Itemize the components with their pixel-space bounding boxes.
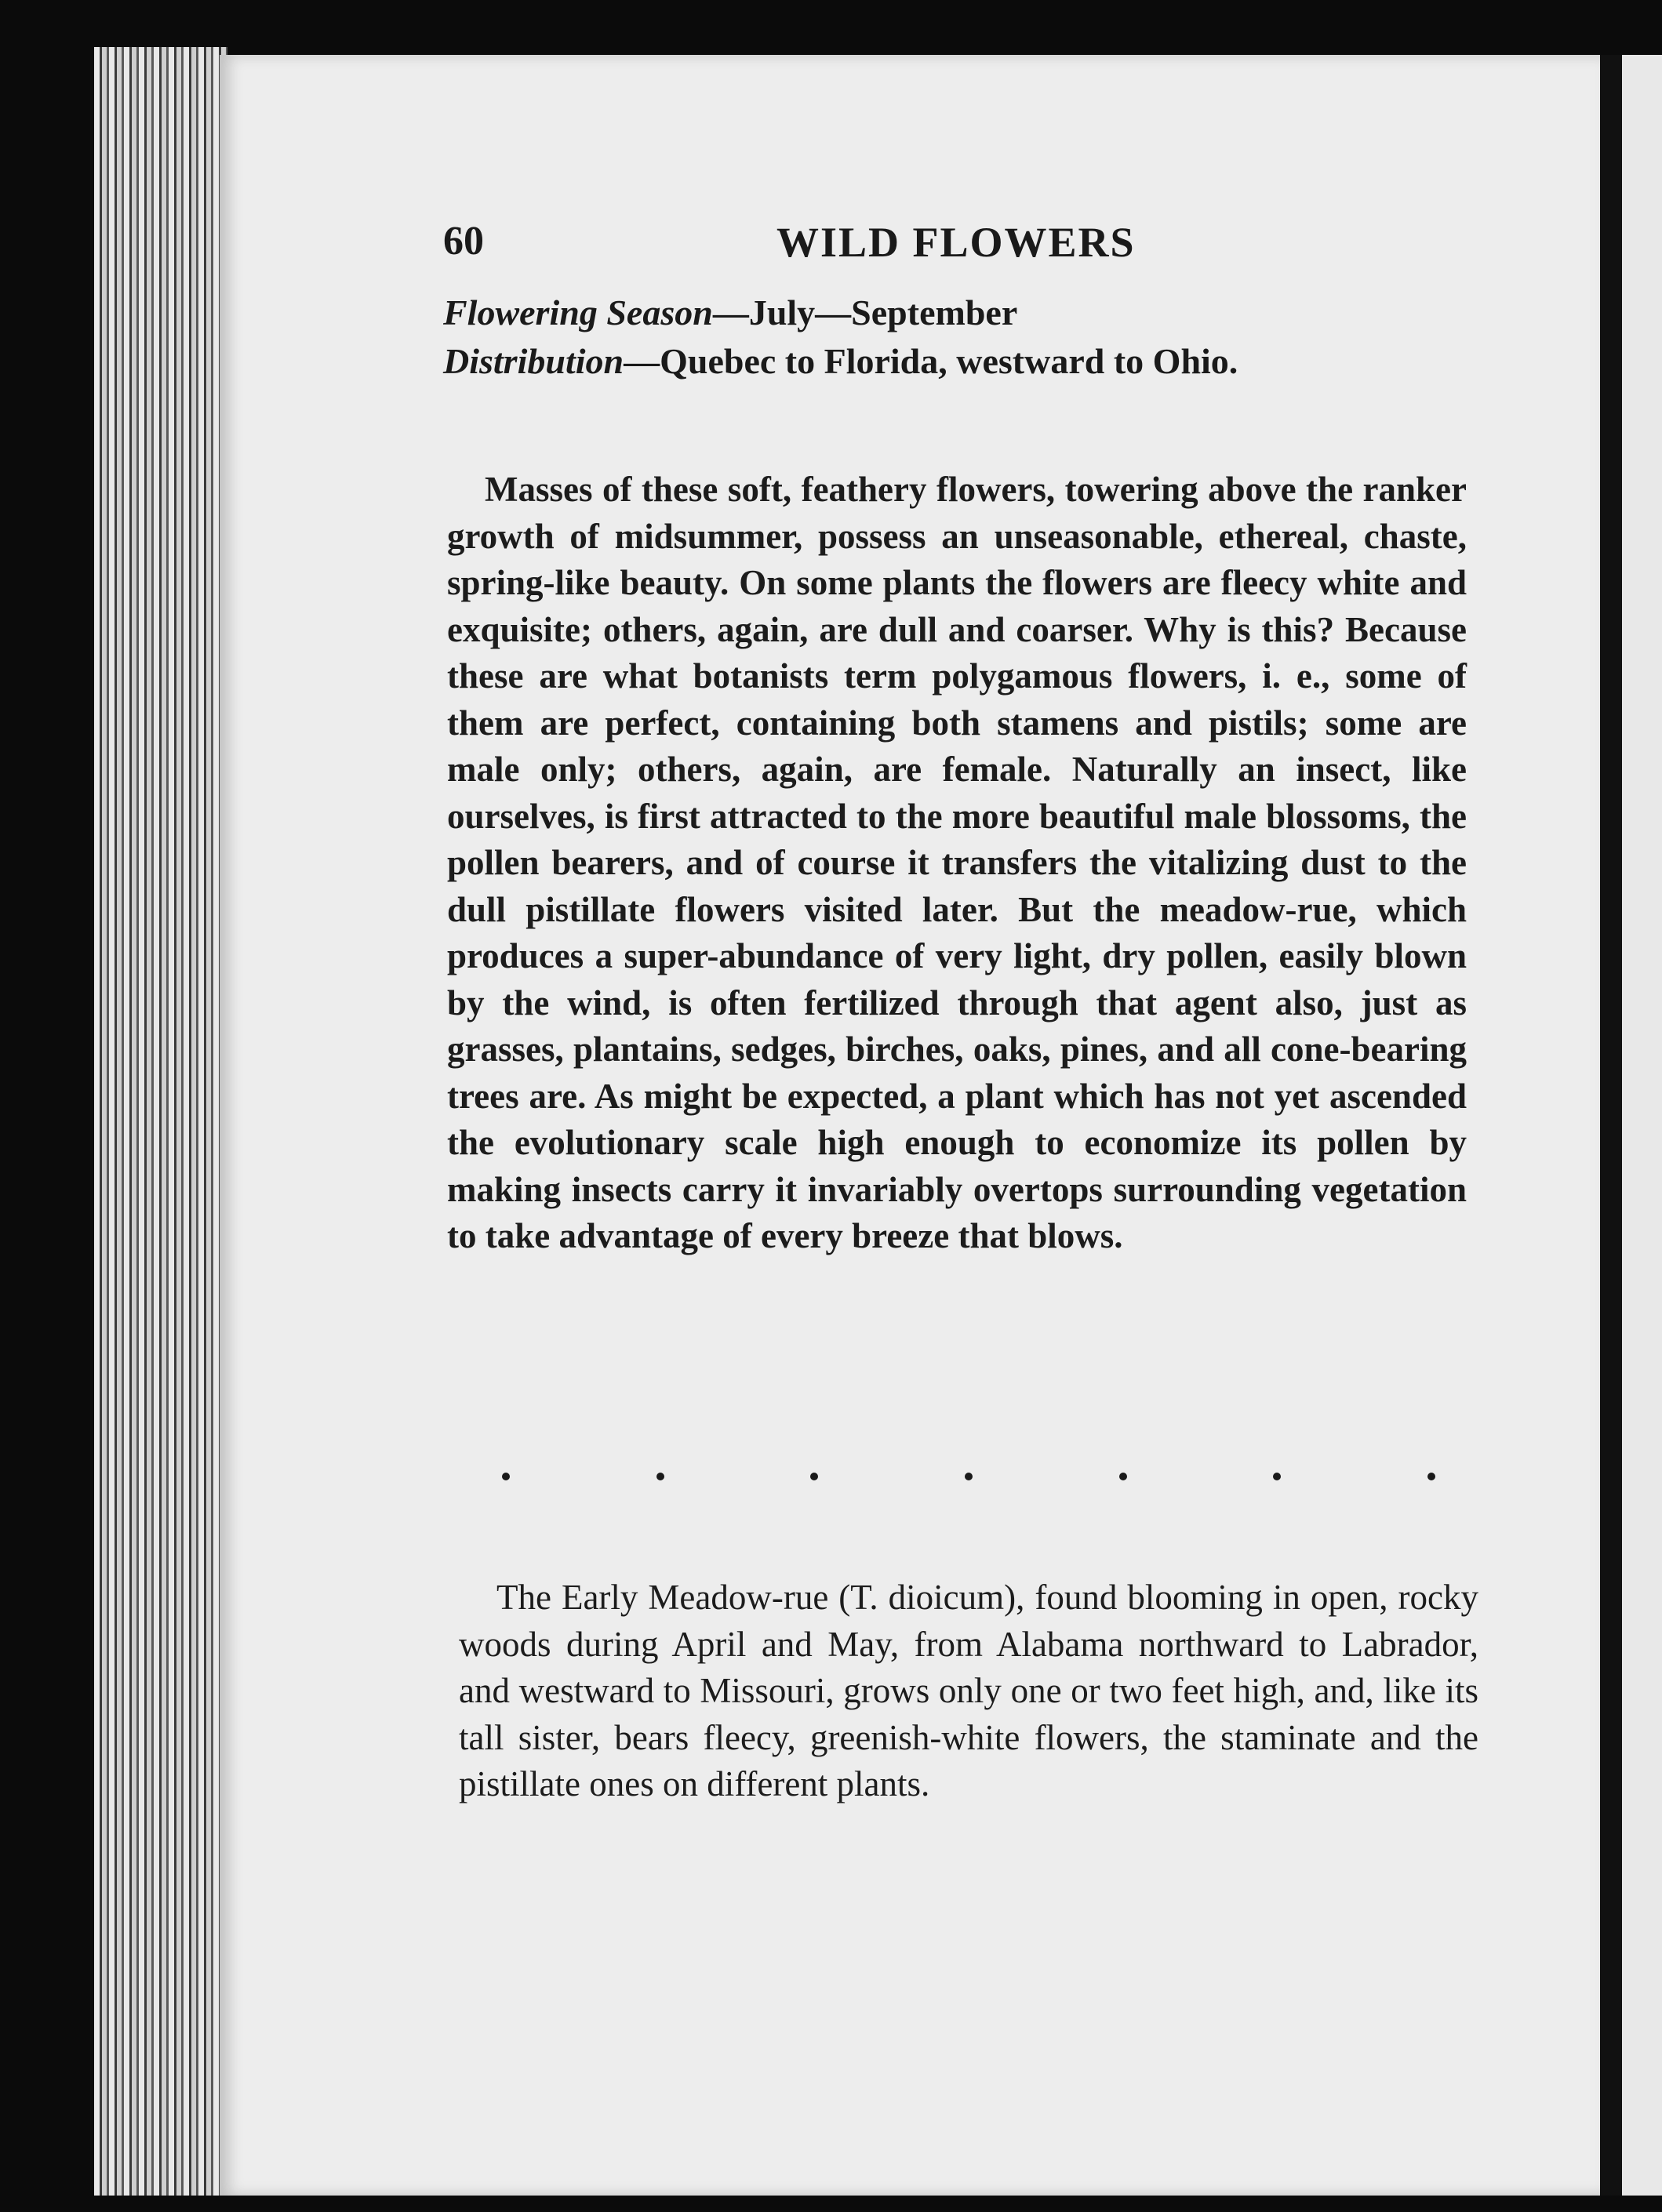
facing-page-edge (1622, 55, 1662, 2196)
body-paragraph-2: The Early Meadow-rue (T. dioicum), found blooming in open, rocky woods during April and May, from Alabama northward to Labrador, and westward to Missouri, grows only one or two feet high, and, like its tall sister, bears fleecy, greenish-white flowers, the staminate and the pistillate ones on different plants. (459, 1578, 1478, 1803)
separator-dot (502, 1473, 510, 1480)
separator-dot (810, 1473, 818, 1480)
page-header (443, 218, 1478, 273)
separator-dot (965, 1473, 973, 1480)
separator-dot (656, 1473, 664, 1480)
flowering-season-dash: — (712, 292, 749, 332)
flowering-season-label: Flowering Season (443, 292, 713, 332)
distribution-line (443, 337, 1478, 386)
section-separator (502, 1473, 1435, 1480)
running-head: WILD FLOWERS (776, 219, 1136, 266)
separator-dot (1119, 1473, 1127, 1480)
gutter-shadow (1600, 55, 1622, 2196)
separator-dot (1427, 1473, 1435, 1480)
distribution-dash: — (624, 341, 660, 381)
separator-dot (1273, 1473, 1281, 1480)
page-edges (94, 47, 227, 2196)
distribution-value: Quebec to Florida, westward to Ohio. (660, 341, 1238, 381)
page-number: 60 (443, 219, 484, 263)
distribution-label: Distribution (443, 341, 624, 381)
flowering-season-line (443, 289, 1478, 337)
body-paragraph-1: Masses of these soft, feathery flowers, towering above the ranker growth of midsummer, possess an unseasonable, ethereal, chaste, spring-like beauty. On some plants the flowers are fleecy white and exquisite; others, again, are dull and coarser. Why is this? Because these are what botanists term polygamous flowers, i. e., some of them are perfect, containing both stamens and pistils; some are male only; others, again, are female. Naturally an insect, like ourselves, is first attracted to the more beautiful male blossoms, the pollen bearers, and of course it transfers the vitalizing dust to the dull pistillate flowers visited later. But the meadow-rue, which produces a super-abundance of very light, dry pollen, easily blown by the wind, is often fertilized through that agent also, just as grasses, plantains, sedges, birches, oaks, pines, and all cone-bearing trees are. As might be expected, a plant which has not yet ascended the evolutionary scale high enough to economize its pollen by making insects carry it invariably overtops surrounding vegetation to take advantage of every breeze that blows. (447, 470, 1467, 1255)
flowering-season-value: July—September (748, 292, 1018, 332)
plant-metadata (443, 289, 1478, 386)
